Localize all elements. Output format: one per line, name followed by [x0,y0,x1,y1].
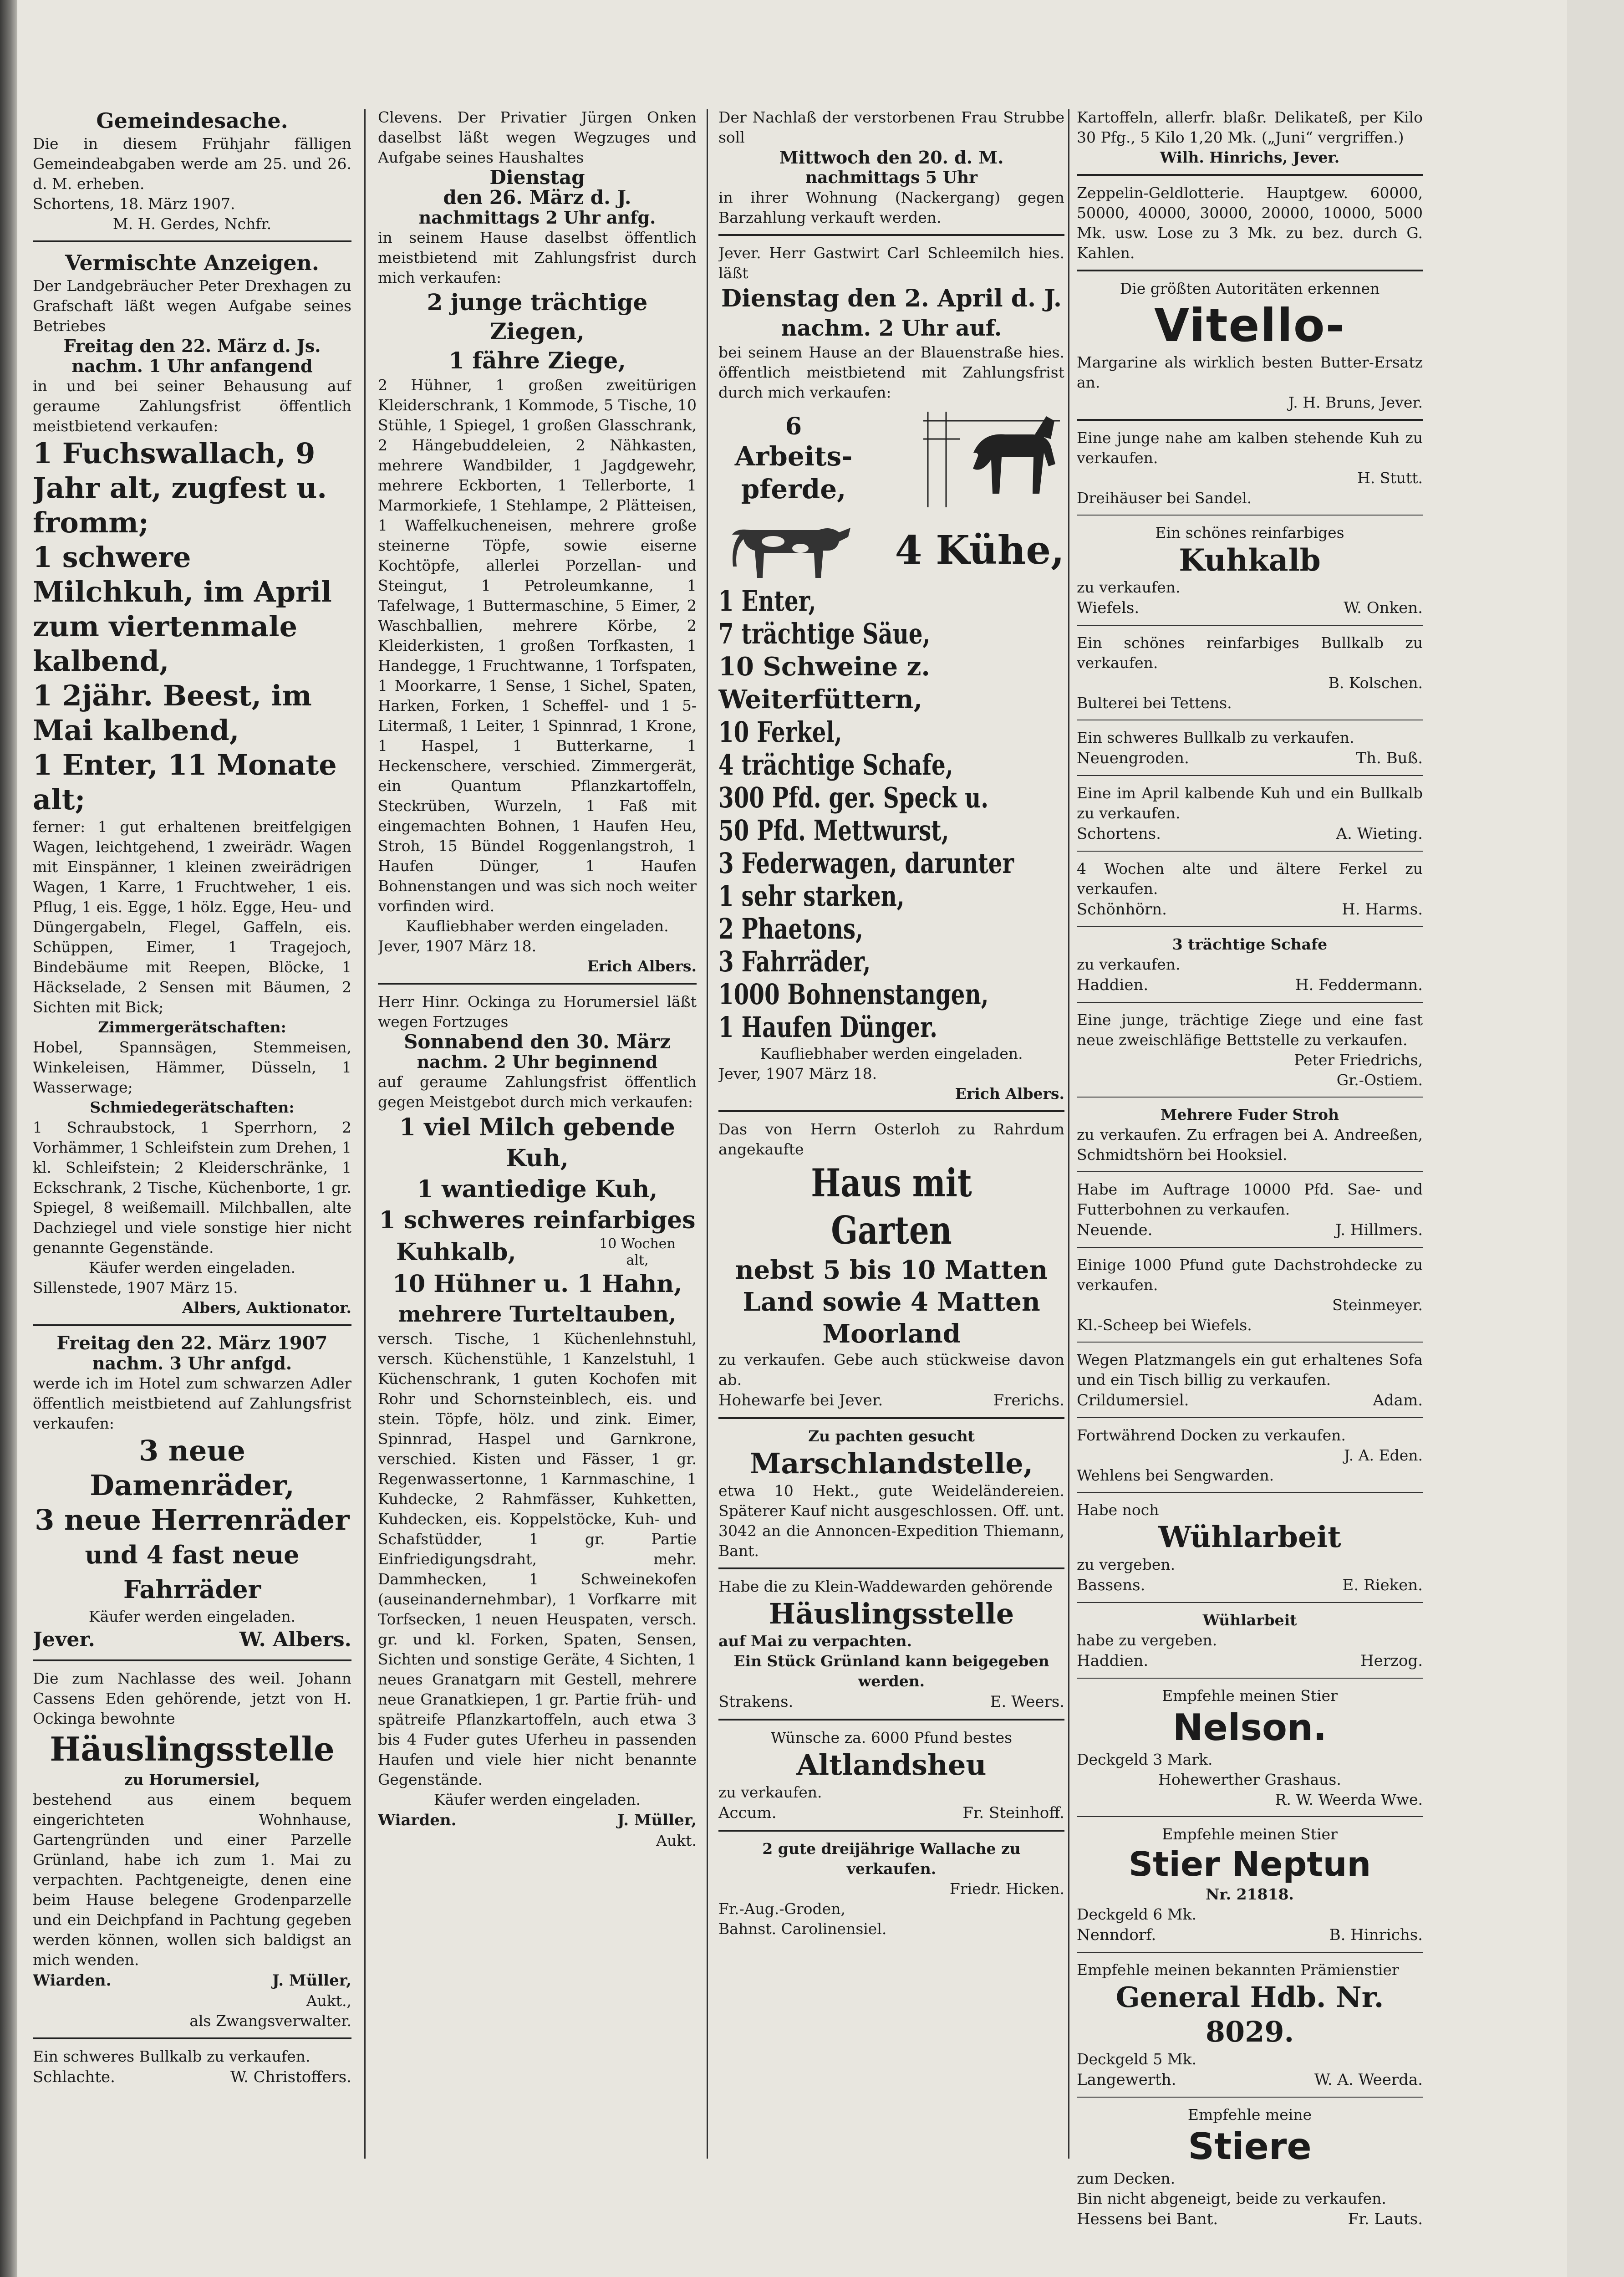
ad-text: 2 Hühner, 1 großen zweitürigen Kleiderschrank, 1 Kommode, 5 Tische, 10 Stühle, 1 Spiegel, 1 großen Glasschrank, 2 Hängebuddeleien, 2 Nähkasten, mehrere Wandbilder, 1 Jagdgewehr, mehrere Eckborten, 1 Tellerborte, 1 Marmorkiefe, 1 Stehlampe, 2 Plätteisen, 1 Waffelkucheneisen, mehrere große steinerne Töpfe, sowie eiserne Kochtöpfe, allerlei Porzellan- und Steingut, 1 Petroleumkanne, 1 Tafelwage, 1 Buttermaschine, 5 Eimer, 2 Waschballien, mehrere Körbe, 2 Kleiderkisten, 1 großen Torfkasten, 1 Handegge, 1 Fruchtwanne, 1 Torfspaten, 1 Moorkarre, 1 Sense, 1 Sichel, Spaten, Harken, Forken, 1 Scheffel- und 1 5-Litermaß, 1 Leiter, 1 Spinnrad, 1 Krone, 1 Haspel, 1 Butterkarne, 1 Heckenschere, verschied. Zimmergerät, ein Quantum Pflanzkartoffeln, Steckrüben, Wurzeln, 1 Faß mit eingemachten Bohnen, 1 Haufen Heu, Stroh, 15 Bündel Roggenlangstroh, 1 Haufen Dünger, 1 Haufen Bohnenstangen und was sich noch weiter vorfinden wird. [378,376,697,915]
ad-item-count: 6 [785,413,802,440]
ad-date: den 26. März d. J. [443,186,631,209]
column-3 [718,105,1064,2277]
ad-time: nachm. 2 Uhr auf. [781,316,1002,341]
ad-item: 1000 Bohnenstangen, [718,978,989,1011]
ad-item: 3 neue Damenräder, [90,1434,295,1502]
ad-ziege [1077,1007,1423,1098]
ad-time: nachmittags 2 Uhr anfg. [418,207,656,228]
column-4 [1077,105,1423,2277]
ad-place: Schortens, 18. März 1907. [33,195,235,213]
ad-vitello [1077,276,1423,421]
ad-text: Empfehle meinen Stier [1162,1825,1338,1843]
ad-item: Arbeits- [734,441,853,472]
ad-drexhagen [33,247,351,1326]
ad-signature: R. W. Weerda Wwe. [1275,1791,1423,1808]
ad-place: Wiefels. [1077,599,1140,617]
ad-haeuslingsstelle [33,1666,351,2039]
ad-text: Die in diesem Frühjahr fälligen Gemeindeabgaben werde am 25. und 26. d. M. erheben. [33,135,351,193]
ad-place: Jever, 1907 März 18. [378,937,537,955]
ad-wuehlarbeit [1077,1497,1423,1603]
ad-text: zu verkaufen. [1077,955,1181,973]
ad-item: 1 schweres reinfarbiges [379,1206,696,1234]
ad-time: nachm. 2 Uhr beginnend [417,1052,658,1072]
ad-text: Empfehle meinen Stier [1162,1687,1338,1705]
ad-signature: H. Harms. [1342,900,1423,919]
ad-place: Dreihäuser bei Sandel. [1077,489,1252,507]
ad-title: Gemeindesache. [96,108,288,133]
ad-text: Das von Herrn Osterloh zu Rahrdum angekaufte [718,1120,1064,1158]
ad-title: Kuhkalb [1179,542,1321,578]
ad-text: Clevens. Der Privatier Jürgen Onken daselbst läßt wegen Wegzuges und Aufgabe seines Haushaltes [378,108,697,166]
ad-text: zu vergeben. [1077,1556,1176,1573]
ad-general [1077,1957,1423,2098]
ad-hillmers [1077,1177,1423,1248]
ad-place: Schortens. [1077,825,1161,843]
ad-title: Wühlarbeit [1202,1611,1297,1629]
ad-neptun [1077,1822,1423,1953]
ad-signature: W. Albers. [239,1628,351,1651]
ad-item: 10 Hühner u. 1 Hahn, [392,1270,682,1298]
ad-text: Bin nicht abgeneigt, beide zu verkaufen. [1077,2190,1386,2207]
ad-text: Herr Hinr. Ockinga zu Horumersiel läßt wegen Fortzuges [378,993,697,1031]
ad-nelson [1077,1683,1423,1817]
ad-haus-mit-garten [718,1117,1064,1419]
section-heading: Vermischte Anzeigen. [65,250,319,275]
ad-title: Wühlarbeit [1158,1520,1341,1554]
ad-place: Bassens. [1077,1576,1145,1594]
ad-zeppelin [1077,180,1423,271]
ad-text: etwa 10 Hekt., gute Weideländereien. Späterer Kauf nicht ausgeschlossen. Off. unt. 3042 an die Annoncen-Expedition Thiemann, Bant. [718,1482,1064,1560]
ad-schleemilch [718,240,1064,1112]
ad-item: 10 Schweine z. Weiterfüttern, [718,652,930,715]
ad-signature: W. A. Weerda. [1314,2071,1423,2089]
ad-text: 4 Wochen alte und ältere Ferkel zu verkaufen. [1077,860,1423,898]
ad-signature: Wilh. Hinrichs, Jever. [1160,148,1340,166]
ad-text: zum Decken. [1077,2170,1176,2187]
ad-subtitle: zu Horumersiel, [124,1771,260,1788]
ad-text: zu verkaufen. Gebe auch stückweise davon ab. [718,1351,1064,1389]
ad-item-note: 10 Wochen alt, [599,1236,676,1268]
column-1 [33,105,351,2277]
ad-ockinga [378,989,697,1857]
ad-signature: B. Hinrichs. [1329,1926,1423,1944]
ad-signature: Th. Buß. [1356,749,1423,767]
ad-place: Kl.-Scheep bei Wiefels. [1077,1316,1252,1334]
ad-item: 50 Pfd. Mettwurst, [718,814,949,847]
ad-place: Gr.-Ostiem. [1336,1071,1423,1089]
ad-text: in seinem Hause daselbst öffentlich meistbietend mit Zahlungsfrist durch mich verkaufen: [378,229,697,286]
ad-date: Freitag den 22. März 1907 [56,1333,328,1354]
ad-text: Der Landgebräucher Peter Drexhagen zu Grafschaft läßt wegen Aufgabe seines Betriebes [33,277,351,335]
ad-harms [1077,856,1423,927]
ad-signature: H. Feddermann. [1295,976,1423,994]
ad-item: 3 neue Herrenräder [35,1503,350,1537]
ad-place: Schönhörn. [1077,900,1167,919]
ad-title: Marschlandstelle, [749,1447,1033,1480]
ad-signature: Erich Albers. [587,957,697,975]
ad-title: Mehrere Fuder Stroh [1160,1106,1339,1123]
ad-schafe [1077,932,1423,1003]
ad-kolschen [1077,630,1423,720]
ad-text: Ein schönes reinfarbiges [1155,524,1344,541]
ad-signature: J. Müller, [617,1811,697,1829]
ad-title: Altlandsheu [796,1748,987,1782]
ad-text: auf Mai zu verpachten. [718,1632,912,1650]
ad-place: Neuengroden. [1077,749,1189,767]
ad-item: 3 Federwagen, darunter [718,847,1014,880]
ad-item: Moorland [822,1319,961,1349]
ad-signature: H. Stutt. [1357,469,1423,487]
ad-wuehlarbeit-2 [1077,1608,1423,1679]
ad-klein-waddewarden [718,1574,1064,1721]
ad-signature-title: als Zwangsverwalter. [189,2012,351,2030]
column-2 [378,105,697,2277]
ad-place: Wiarden. [33,1971,112,1990]
ad-signature-title: Aukt. [656,1832,697,1849]
ad-signature: Fr. Steinhoff. [962,1804,1064,1822]
ad-item: 2 Phaetons, [718,912,863,945]
ad-title: Stiere [1188,2125,1312,2168]
ad-signature: J. Müller, [272,1971,351,1990]
ad-subheading: Zimmergerätschaften: [98,1018,286,1036]
ad-text: Käufer werden eingeladen. [433,1791,641,1808]
ad-item: 3 Fahrräder, [718,945,871,978]
ad-title: 3 trächtige Schafe [1172,935,1328,953]
ad-signature: Adam. [1373,1391,1423,1409]
ad-item: 1 viel Milch gebende Kuh, [399,1113,675,1172]
ad-item: 10 Ferkel, [718,715,842,749]
ad-fahrraeder [33,1331,351,1661]
ad-stutt [1077,425,1423,516]
ad-time: nachm. 1 Uhr anfangend [71,356,313,376]
ad-text: Käufer werden eingeladen. [88,1259,296,1276]
ad-place: Strakens. [718,1693,794,1711]
ad-text: Die größten Autoritäten erkennen [1120,280,1380,297]
ad-text: Habe die zu Klein-Waddewarden gehörende [718,1578,1053,1595]
ad-item: 2 junge trächtige Ziegen, [427,289,648,345]
ad-item: Land sowie 4 Matten [743,1287,1040,1317]
ad-item: 4 Kühe, [895,527,1064,573]
ad-text: versch. Tische, 1 Küchenlehnstuhl, versch. Küchenstühle, 1 Kanzelstuhl, 1 Küchenschrank, 1 guten Kochofen mit Rohr und Schornsteinblech, eis. und stein. Töpfe, hölz. und zink. Eimer, Spinnrad, Haspel und Garnkrone, verschied. Kisten und Fässer, 1 gr. Regenwassertonne, 1 Karnmaschine, 1 Kuhdecke, 2 Rahmfässer, Kuhketten, Kuhdecken, eis. Koppelstöcke, Kuh- und Schafstüdder, 1 gr. Partie Einfriedigungsdraht, mehr. Dammhecken, 1 Schweinekofen (auseinandernehmbar), 1 Vorfkarre mit Torfsecken, 1 neuen Heuspaten, versch. gr. und kl. Forken, Spaten, Sensen, Sichten und sonstige Geräte, 4 Sichten, 1 neues Granatgarn mit Gestell, mehrere neue Granatkiepen, 1 gr. Partie früh- und spätreife Pflanzkartoffeln, auch etwa 3 bis 4 Fuder gutes Uferheu in passenden Haufen und viele hier nicht benannte Gegenstände. [378,1330,697,1788]
ad-text: Deckgeld 5 Mk. [1077,2050,1197,2068]
ad-item: nebst 5 bis 10 Matten [735,1255,1048,1285]
ad-place: Hohewarfe bei Jever. [718,1391,883,1409]
ad-text: Kaufliebhaber werden eingeladen. [406,917,669,935]
column-rule [364,109,366,2159]
ad-stiere [1077,2102,1423,2236]
horse-illustration [919,403,1064,516]
ad-kartoffeln [1077,105,1423,176]
ad-text: Hobel, Spannsägen, Stemmeisen, Winkeleisen, Hämmer, Düsseln, 1 Wasserwage; [33,1038,351,1096]
ad-item: mehrere Turteltauben, [398,1302,677,1327]
ad-text: 1 Schraubstock, 1 Sperrhorn, 2 Vorhämmer, 1 Schleifstein zum Drehen, 1 kl. Schleifstein; 2 Kleiderschränke, 1 Eckschrank, 2 Tische, Küchenborte, 1 gr. Spiegel, 8 weißemaill. Milchballen, alte Dachziegel und viele sonstige hier nicht genannte Gegenstände. [33,1118,351,1256]
ad-text: Ein Stück Grünland kann beigegeben werden. [733,1652,1049,1690]
ad-item: 300 Pfd. ger. Speck u. [718,781,989,814]
ad-date: Freitag den 22. März d. Js. [63,336,321,356]
ad-adam [1077,1347,1423,1418]
ad-place: Bulterei bei Tettens. [1077,694,1232,712]
ad-gemeindesache [33,105,351,242]
ad-marschlandstelle [718,1424,1064,1569]
ad-text: Ein schweres Bullkalb zu verkaufen. [33,2047,311,2065]
ad-text: zu verkaufen. [1077,578,1181,596]
ad-place: Nenndorf. [1077,1926,1156,1944]
ad-item: 1 sehr starken, [718,879,905,913]
ad-date: Dienstag den 2. April d. J. [721,285,1062,312]
column-rule [1068,109,1069,2159]
page-margin [1567,0,1624,2277]
ad-kuhkalb [1077,520,1423,626]
ad-wallache [718,1836,1064,1945]
ad-title: Nelson. [1172,1706,1327,1749]
ad-altlandsheu [718,1725,1064,1832]
ad-item: 1 2jähr. Beest, im Mai kalbend, [33,679,312,747]
ad-item: 1 Enter, 11 Monate alt; [33,748,337,816]
ad-text: Wegen Platzmangels ein gut erhaltenes Sofa und ein Tisch billig zu verkaufen. [1077,1351,1423,1389]
ad-text: 2 gute dreijährige Wallache zu verkaufen. [762,1840,1021,1878]
ad-place: Haddien. [1077,1652,1149,1670]
ad-text: Ein schönes reinfarbiges Bullkalb zu verkaufen. [1077,634,1423,672]
ad-item: und 4 fast neue Fahrräder [85,1540,300,1604]
ad-text: Empfehle meine [1187,2106,1312,2124]
ad-text: Jever. Herr Gastwirt Carl Schleemilch hies. läßt [718,244,1064,282]
ad-item: 4 trächtige Schafe, [718,748,953,781]
ad-signature-title: Aukt., [306,1992,351,2010]
ad-item: pferde, [741,474,846,505]
ad-strubbe [718,105,1064,236]
ad-item: Kuhkalb, [396,1238,516,1266]
ad-signature: Frerichs. [993,1391,1064,1409]
ad-text: ferner: 1 gut erhaltenen breitfelgigen Wagen, leichtgehend, 1 zweirädr. Wagen mit Einspänner, 1 kleinen zweirädrigen Wagen, 1 Karre, 1 Fruchtweher, 1 eis. Pflug, 1 eis. Egge, 1 hölz. Egge, Heu- und Düngergabeln, Flegel, Gaffeln, eis. Schüppen, Eimer, 1 Tragejoch, Bindebäume mit Reepen, Blöcke, 1 Häckselade, 2 Sensen mit Bäumen, 2 Sichten mit Bick; [33,818,351,1016]
ad-text: Empfehle meinen bekannten Prämienstier [1077,1961,1399,1979]
ad-title: Häuslingsstelle [50,1730,335,1768]
ad-place: Wehlens bei Sengwarden. [1077,1466,1274,1484]
ad-place: Jever. [33,1628,95,1651]
ad-text: Einige 1000 Pfund gute Dachstrohdecke zu verkaufen. [1077,1256,1423,1294]
ad-signature: E. Rieken. [1342,1576,1423,1594]
ad-signature: Fr. Lauts. [1348,2210,1423,2228]
ad-item: 1 Haufen Dünger. [718,1011,937,1044]
column-rule [707,109,708,2159]
ad-signature: J. Hillmers. [1335,1221,1423,1239]
ad-text: in und bei seiner Behausung auf geraume Zahlungsfrist öffentlich meistbietend verkaufen: [33,377,351,435]
cow-illustration [718,516,855,585]
ad-date: Mittwoch den 20. d. M. [779,147,1004,168]
ad-text: Fortwährend Docken zu verkaufen. [1077,1426,1346,1444]
ad-text: habe zu vergeben. [1077,1631,1217,1649]
ad-date: Sonnabend den 30. März [404,1031,671,1053]
ad-signature: M. H. Gerdes, Nchfr. [112,215,272,233]
ad-text: Zeppelin-Geldlotterie. Hauptgew. 60000, 50000, 40000, 30000, 20000, 10000, 5000 Mk. usw. Lose zu 3 Mk. zu bez. durch G. Kahlen. [1077,184,1423,262]
ad-text: zu verkaufen. Zu erfragen bei A. Andreeßen, Schmidtshörn bei Hooksiel. [1077,1126,1423,1164]
ad-text: Habe noch [1077,1501,1159,1519]
ad-signature: E. Weers. [990,1693,1064,1711]
ad-item: 1 Fuchswallach, 9 Jahr alt, zugfest u. fromm; [33,437,327,539]
ad-place: Accum. [718,1804,777,1822]
ad-wieting [1077,781,1423,852]
ad-item: 1 Enter, [718,584,816,618]
ad-title: Vitello- [1154,299,1346,352]
ad-place: Hessens bei Bant. [1077,2210,1218,2228]
ad-signature: Erich Albers. [955,1085,1064,1103]
ad-text: zu verkaufen. [718,1783,822,1801]
ad-signature: J. H. Bruns, Jever. [1288,393,1423,411]
ad-item: 1 fähre Ziege, [448,347,626,374]
ad-signature: W. Onken. [1344,599,1423,617]
ad-signature: Albers, Auktionator. [182,1299,351,1317]
ad-text: Käufer werden eingeladen. [88,1608,296,1625]
ad-place: Langewerth. [1077,2071,1176,2089]
ad-place: Schlachte. [33,2068,115,2086]
ad-place: Neuende. [1077,1221,1153,1239]
ad-stroh [1077,1102,1423,1172]
ad-number: Nr. 21818. [1206,1885,1294,1903]
ad-item: 1 wantiedige Kuh, [417,1175,658,1203]
ad-item: 7 trächtige Säue, [718,617,931,650]
ad-text: Eine im April kalbende Kuh und ein Bullkalb zu verkaufen. [1077,784,1423,822]
ad-text: Kaufliebhaber werden eingeladen. [760,1045,1023,1062]
ad-subheading: Schmiedegerätschaften: [90,1098,295,1116]
ad-steinmeyer [1077,1252,1423,1343]
ad-signature: Herzog. [1360,1652,1423,1670]
ad-place: Haddien. [1077,976,1149,994]
ad-text: Der Nachlaß der verstorbenen Frau Strubbe soll [718,108,1064,146]
ad-signature: Friedr. Hicken. [949,1880,1064,1898]
ad-text: bei seinem Hause an der Blauenstraße hies. öffentlich meistbietend mit Zahlungsfrist durch mich verkaufen: [718,343,1064,401]
ad-text: in ihrer Wohnung (Nackergang) gegen Barzahlung verkauft werden. [718,189,1064,226]
binding-spine [0,0,17,2277]
ad-title: General Hdb. Nr. 8029. [1115,1981,1384,2048]
ad-subtitle: Zu pachten gesucht [808,1427,975,1445]
ad-place: Sillenstede, 1907 März 15. [33,1279,238,1297]
ad-clevens [378,105,697,985]
ad-place: Crildumersiel. [1077,1391,1189,1409]
ad-bullkalb [33,2044,351,2094]
ad-text: Kartoffeln, allerfr. blaßr. Delikateß, per Kilo 30 Pfg., 5 Kilo 1,20 Mk. („Juni“ vergriffen.) [1077,108,1423,146]
ad-text: werde ich im Hotel zum schwarzen Adler öffentlich meistbietend auf Zahlungsfrist verkaufen: [33,1374,351,1432]
ad-title: Haus mit Garten [811,1160,972,1253]
ad-text: Eine junge, trächtige Ziege und eine fast neue zweischläfige Bettstelle zu verkaufen. [1077,1011,1423,1049]
ad-text: Habe im Auftrage 10000 Pfd. Sae- und Futterbohnen zu verkaufen. [1077,1180,1423,1218]
ad-buss [1077,725,1423,776]
ad-signature: W. Christoffers. [230,2068,351,2086]
ad-place: Bahnst. Carolinensiel. [718,1920,887,1938]
ad-time: nachmittags 5 Uhr [805,168,978,187]
ad-text: Wünsche za. 6000 Pfund bestes [770,1729,1013,1746]
ad-text: Eine junge nahe am kalben stehende Kuh zu verkaufen. [1077,429,1423,467]
ad-signature: J. A. Eden. [1344,1446,1423,1464]
ad-signature: Peter Friedrichs, [1294,1051,1423,1069]
ad-place: Wiarden. [378,1811,457,1829]
ad-day: Dienstag [489,166,585,189]
ad-place: Jever, 1907 März 18. [718,1065,877,1082]
ad-signature: Steinmeyer. [1332,1296,1423,1314]
ad-place: Fr.-Aug.-Groden, [718,1900,845,1918]
ad-text: Deckgeld 6 Mk. [1077,1905,1197,1923]
ad-signature: A. Wieting. [1336,825,1423,843]
ad-time: nachm. 3 Uhr anfgd. [92,1353,292,1373]
ad-text: Die zum Nachlasse des weil. Johann Cassens Eden gehörende, jetzt von H. Ockinga bewohnte [33,1669,351,1727]
ad-text: Hohewerther Grashaus. [1158,1771,1341,1788]
ad-signature: B. Kolschen. [1328,674,1423,692]
ad-text: Deckgeld 3 Mark. [1077,1751,1213,1768]
ad-text: Ein schweres Bullkalb zu verkaufen. [1077,729,1354,746]
ad-text: Margarine als wirklich besten Butter-Ersatz an. [1077,353,1423,391]
ad-text: auf geraume Zahlungsfrist öffentlich gegen Meistgebot durch mich verkaufen: [378,1073,697,1111]
ad-text: bestehend aus einem bequem eingerichteten Wohnhause, Gartengründen und einer Parzelle Grünland, habe ich zum 1. Mai zu verpachten. Pachtgeneigte, denen eine beim Hause belegene Grodenparzelle und ein Deichpfand in Pachtung gegeben werden können, wollen sich baldigst an mich wenden. [33,1791,351,1969]
ad-title: Stier Neptun [1128,1845,1371,1884]
ad-item: 1 schwere Milchkuh, im April zum viertenmale kalbend, [33,541,332,678]
ad-title: Häuslingsstelle [769,1597,1014,1630]
ad-eden [1077,1423,1423,1493]
